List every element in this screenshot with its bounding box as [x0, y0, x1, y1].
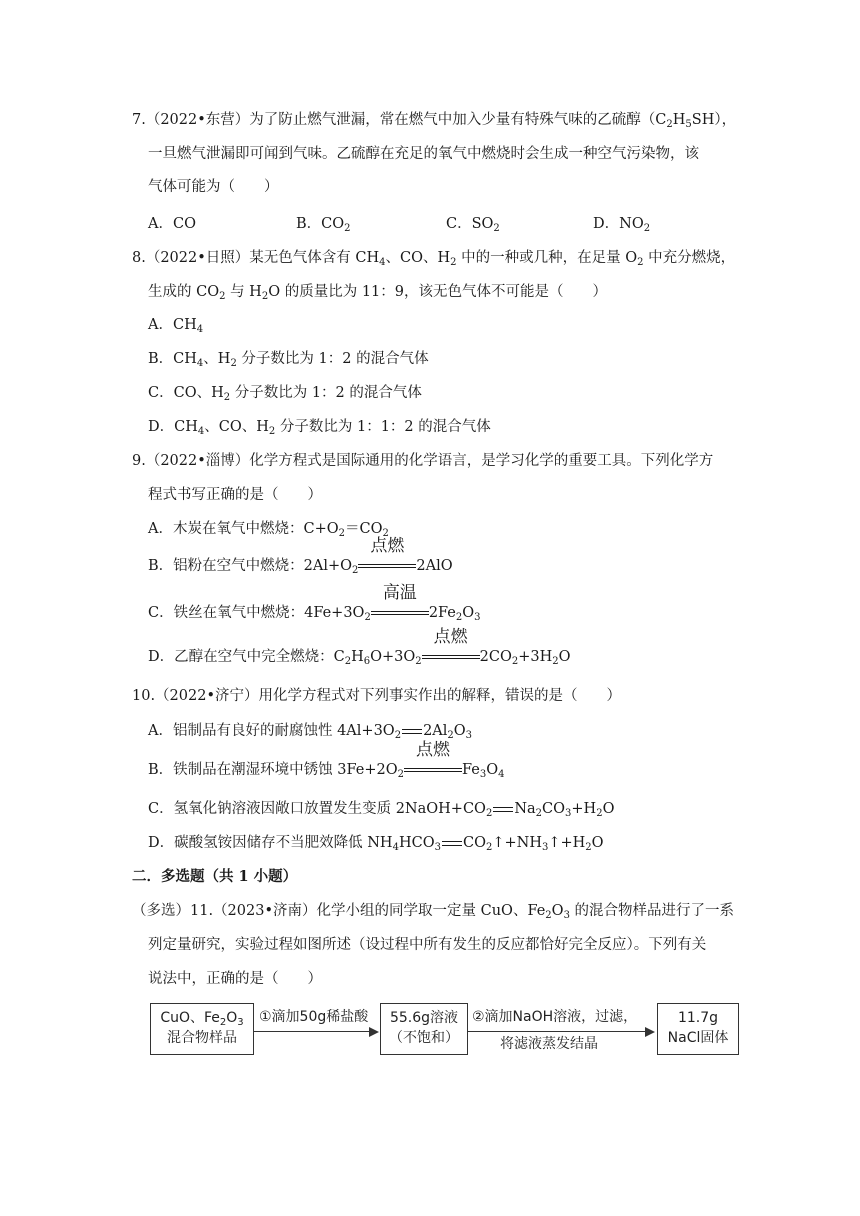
- q7-option-d: D．$NO_2$: [593, 216, 651, 234]
- arrow1-label: ①滴加50g稀盐酸: [259, 1009, 369, 1025]
- arrow1-head: [369, 1027, 379, 1037]
- q9-line1: 9.（2022•淄博）化学方程式是国际通用的化学语言，是学习化学的重要工具。下列化学方: [132, 453, 714, 469]
- product-name: NaCl固体: [667, 1030, 729, 1046]
- q8-line2: 生成的 $CO_2$ 与 $H_2O$ 的质量比为 11：9，该无色气体不可能是（ ）: [148, 284, 607, 302]
- q11-line2: 列定量研究，实验过程如图所述（设过程中所有发生的反应都恰好完全反应）。下列有关: [148, 937, 707, 953]
- q7-line2: 一旦燃气泄漏即可闻到气味。乙硫醇在充足的氧气中燃烧时会生成一种空气污染物，该: [148, 146, 699, 162]
- solution-state: （不饱和）: [389, 1030, 459, 1046]
- q11-line3: 说法中，正确的是（ ）: [148, 971, 322, 987]
- arrow2-head: [645, 1027, 655, 1037]
- q9-option-b: B．铝粉在空气中燃烧：$2Al+O_2$ 点燃 2AlO: [148, 536, 453, 576]
- q9-option-d: D．乙醇在空气中完全燃烧：$C_2H_6O+3O_2$ 点燃 $2CO_2+3H_2O$: [148, 627, 571, 667]
- q8-option-b: B．$CH_4$、$H_2$ 分子数比为 1：2 的混合气体: [148, 351, 429, 369]
- diagram-box-solution: [380, 1003, 468, 1055]
- q10-option-a: A．铝制品有良好的耐腐蚀性 $4Al+3O_2$ $2Al_2O_3$: [148, 723, 473, 741]
- arrow1-line: [254, 1031, 370, 1032]
- sample-label: 混合物样品: [167, 1030, 237, 1046]
- q9-line2: 程式书写正确的是（ ）: [148, 487, 322, 503]
- reaction-condition: 高温: [371, 603, 429, 623]
- q8-option-d: D．$CH_4$、CO、$H_2$ 分子数比为 1：1：2 的混合气体: [148, 419, 491, 437]
- q7-line3: 气体可能为（ ）: [148, 179, 279, 195]
- q9-option-a: A．木炭在氧气中燃烧：$C+O_2=CO_2$: [148, 521, 389, 539]
- q10-line1: 10.（2022•济宁）用化学方程式对下列事实作出的解释，错误的是（ ）: [132, 688, 622, 704]
- q10-option-c: C．氢氧化钠溶液因敞口放置发生变质 $2NaOH+CO_2$ $Na_2CO_3+H_2O$: [148, 801, 615, 819]
- q7-option-a: A．CO: [148, 216, 196, 232]
- diagram-box-sample: [150, 1003, 254, 1055]
- sample-formula: CuO、$Fe_2O_3$: [160, 1010, 244, 1028]
- section-heading: 二．多选题（共 1 小题）: [132, 868, 298, 885]
- arrow2-line: [468, 1031, 646, 1032]
- q10-option-d: D．碳酸氢铵因储存不当肥效降低 $NH_4HCO_3$ $CO_2↑+NH_3↑+H_2O$: [148, 835, 604, 853]
- q8-option-a: A．$CH_4$: [148, 317, 204, 335]
- arrow2-label-top: ②滴加NaOH溶液，过滤，: [472, 1009, 638, 1025]
- reaction-condition: 点燃: [404, 760, 462, 780]
- diagram-box-product: [657, 1003, 739, 1055]
- product-mass: 11.7g: [677, 1010, 719, 1026]
- solution-mass: 55.6g溶液: [389, 1010, 459, 1026]
- arrow2-label-bottom: 将滤液蒸发结晶: [500, 1036, 598, 1052]
- q9-option-c: C．铁丝在氧气中燃烧：$4Fe+3O_2$ 高温 $2Fe_2O_3$: [148, 583, 481, 623]
- q7-option-c: C．$SO_2$: [446, 216, 500, 234]
- reaction-condition: 点燃: [422, 647, 480, 667]
- q10-option-b: B．铁制品在潮湿环境中锈蚀 $3Fe+2O_2$ 点燃 $Fe_3O_4$: [148, 740, 505, 780]
- q7-option-b: B．$CO_2$: [296, 216, 351, 234]
- reaction-condition: 点燃: [358, 556, 416, 576]
- q8-option-c: C．CO、$H_2$ 分子数比为 1：2 的混合气体: [148, 385, 422, 403]
- q7-line1: 7.（2022•东营）为了防止燃气泄漏，常在燃气中加入少量有特殊气味的乙硫醇$(C_2H_5SH)$，: [132, 112, 737, 130]
- q11-line1: （多选）11.（2023•济南）化学小组的同学取一定量 CuO、$Fe_2O_3$ 的混合物样品进行了一系: [132, 903, 735, 921]
- q8-line1: 8.（2022•日照）某无色气体含有 $CH_4$、CO、$H_2$ 中的一种或几种，在足量 $O_2$ 中充分燃烧，: [132, 250, 736, 268]
